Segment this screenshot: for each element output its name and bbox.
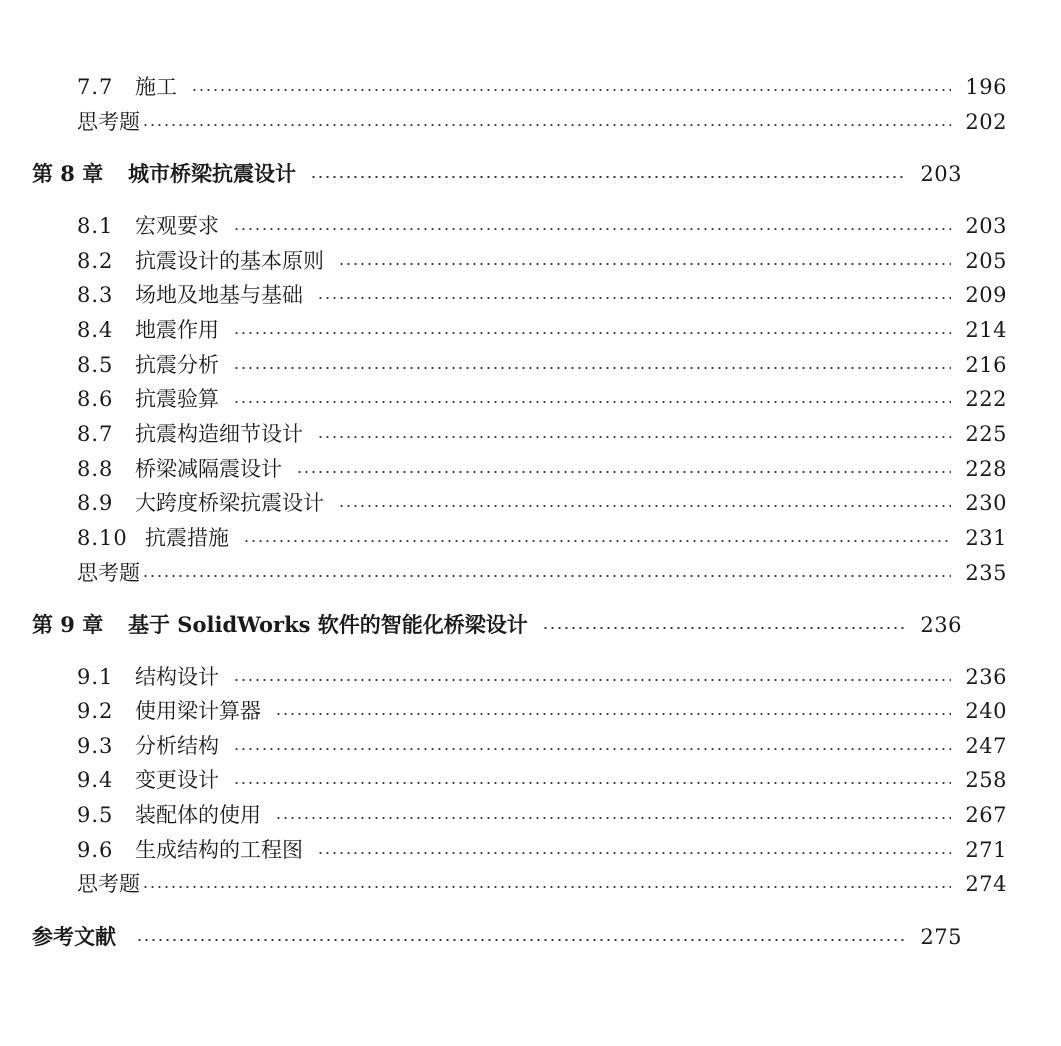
toc-entry-page-number: 274: [965, 872, 1007, 896]
dot-leader: [317, 436, 951, 438]
toc-section-entry[interactable]: [0, 488, 1061, 518]
toc-entry-title: 参考文献: [32, 924, 116, 949]
toc-entry-page-number: 214: [965, 318, 1007, 342]
toc-entry-title: 宏观要求: [135, 214, 219, 238]
toc-entry-number: 9.3: [77, 734, 114, 758]
toc-entry-page-number: 225: [965, 422, 1007, 446]
dot-leader: [338, 263, 951, 265]
toc-chapter-entry[interactable]: [0, 922, 1016, 952]
toc-entry-number: 8.10: [77, 526, 128, 550]
toc-entry-number: 第 9 章: [32, 612, 104, 637]
toc-entry-number: 8.7: [77, 422, 114, 446]
toc-entry-page-number: 235: [965, 561, 1007, 585]
toc-entry-page-number: 209: [965, 283, 1007, 307]
toc-entry-number: 9.4: [77, 768, 114, 792]
toc-entry-number: 7.7: [77, 75, 114, 99]
toc-section-entry[interactable]: [0, 72, 1061, 102]
dot-leader: [275, 817, 951, 819]
toc-entry-page-number: 247: [965, 734, 1007, 758]
toc-chapter-entry[interactable]: [0, 610, 1016, 640]
toc-entry-number: 8.5: [77, 353, 114, 377]
toc-entry-number: 9.1: [77, 665, 114, 689]
toc-section-entry[interactable]: [0, 731, 1061, 761]
toc-section-entry[interactable]: [0, 315, 1061, 345]
toc-chapter-entry[interactable]: [0, 159, 1016, 189]
dot-leader: [338, 505, 951, 507]
toc-entry-page-number: 258: [965, 768, 1007, 792]
toc-entry-title: 思考题: [77, 561, 140, 585]
toc-entry-number: 9.2: [77, 699, 114, 723]
toc-entry-page-number: 202: [965, 110, 1007, 134]
toc-entry-title: 生成结构的工程图: [135, 838, 303, 862]
toc-entry-title: 地震作用: [135, 318, 219, 342]
toc-section-entry[interactable]: [0, 835, 1061, 865]
toc-entry-number: 8.9: [77, 491, 114, 515]
toc-section-entry[interactable]: [0, 246, 1061, 276]
toc-section-entry[interactable]: [0, 696, 1061, 726]
toc-section-entry[interactable]: [0, 419, 1061, 449]
dot-leader: [142, 124, 951, 126]
toc-section-entry[interactable]: [0, 454, 1061, 484]
toc-entry-title: 抗震验算: [135, 387, 219, 411]
toc-entry-page-number: 275: [920, 925, 962, 949]
dot-leader: [233, 367, 951, 369]
toc-entry-page-number: 203: [920, 162, 962, 186]
toc-section-entry[interactable]: [0, 350, 1061, 380]
toc-entry-title: 抗震构造细节设计: [135, 422, 303, 446]
toc-entry-title: 结构设计: [135, 665, 219, 689]
toc-entry-title: 抗震分析: [135, 353, 219, 377]
toc-entry-page-number: 228: [965, 457, 1007, 481]
toc-entry-page-number: 222: [965, 387, 1007, 411]
dot-leader: [542, 627, 907, 629]
dot-leader: [243, 540, 951, 542]
toc-entry-title: 桥梁减隔震设计: [135, 457, 282, 481]
toc-entry-number: 8.2: [77, 249, 114, 273]
toc-entry-page-number: 267: [965, 803, 1007, 827]
toc-section-entry[interactable]: [0, 211, 1061, 241]
toc-section-entry[interactable]: [0, 384, 1061, 414]
toc-entry-number: 8.8: [77, 457, 114, 481]
toc-section-entry[interactable]: [0, 280, 1061, 310]
toc-entry-title: 变更设计: [135, 768, 219, 792]
toc-entry-page-number: 205: [965, 249, 1007, 273]
dot-leader: [310, 176, 906, 178]
toc-entry-title: 使用梁计算器: [135, 699, 261, 723]
toc-entry-number: 8.1: [77, 214, 114, 238]
dot-leader: [136, 939, 906, 941]
toc-entry-number: 8.3: [77, 283, 114, 307]
toc-section-entry[interactable]: [0, 800, 1061, 830]
toc-entry-page-number: 236: [920, 613, 962, 637]
dot-leader: [317, 852, 951, 854]
toc-section-entry[interactable]: [0, 765, 1061, 795]
dot-leader: [233, 782, 951, 784]
toc-exercise-entry[interactable]: [0, 869, 1061, 899]
dot-leader: [233, 228, 951, 230]
toc-entry-title: 城市桥梁抗震设计: [128, 161, 296, 186]
toc-section-entry[interactable]: [0, 662, 1061, 692]
toc-entry-title: 大跨度桥梁抗震设计: [135, 491, 324, 515]
toc-entry-title: 思考题: [77, 872, 140, 896]
dot-leader: [142, 886, 951, 888]
toc-entry-number: 8.4: [77, 318, 114, 342]
toc-entry-title: 抗震设计的基本原则: [135, 249, 324, 273]
toc-entry-title: 思考题: [77, 110, 140, 134]
toc-entry-title: 场地及地基与基础: [135, 283, 303, 307]
toc-entry-number: 9.5: [77, 803, 114, 827]
toc-entry-page-number: 240: [965, 699, 1007, 723]
toc-exercise-entry[interactable]: [0, 558, 1061, 588]
toc-entry-title: 施工: [135, 75, 177, 99]
dot-leader: [233, 332, 951, 334]
dot-leader: [191, 89, 951, 91]
dot-leader: [233, 679, 951, 681]
toc-entry-title: 装配体的使用: [135, 803, 261, 827]
toc-entry-page-number: 203: [965, 214, 1007, 238]
toc-entry-number: 9.6: [77, 838, 114, 862]
dot-leader: [142, 575, 951, 577]
toc-entry-page-number: 231: [965, 526, 1007, 550]
toc-entry-number: 8.6: [77, 387, 114, 411]
toc-entry-number: 第 8 章: [32, 161, 104, 186]
toc-entry-page-number: 236: [965, 665, 1007, 689]
dot-leader: [296, 471, 951, 473]
dot-leader: [275, 713, 951, 715]
dot-leader: [317, 297, 951, 299]
toc-entry-page-number: 230: [965, 491, 1007, 515]
dot-leader: [233, 401, 951, 403]
dot-leader: [233, 748, 951, 750]
toc-entry-page-number: 271: [965, 838, 1007, 862]
toc-entry-page-number: 196: [965, 75, 1007, 99]
toc-section-entry[interactable]: [0, 523, 1061, 553]
toc-entry-title: 抗震措施: [145, 526, 229, 550]
toc-entry-title: 基于 SolidWorks 软件的智能化桥梁设计: [128, 612, 528, 637]
toc-entry-title: 分析结构: [135, 734, 219, 758]
toc-entry-page-number: 216: [965, 353, 1007, 377]
toc-exercise-entry[interactable]: [0, 107, 1061, 137]
